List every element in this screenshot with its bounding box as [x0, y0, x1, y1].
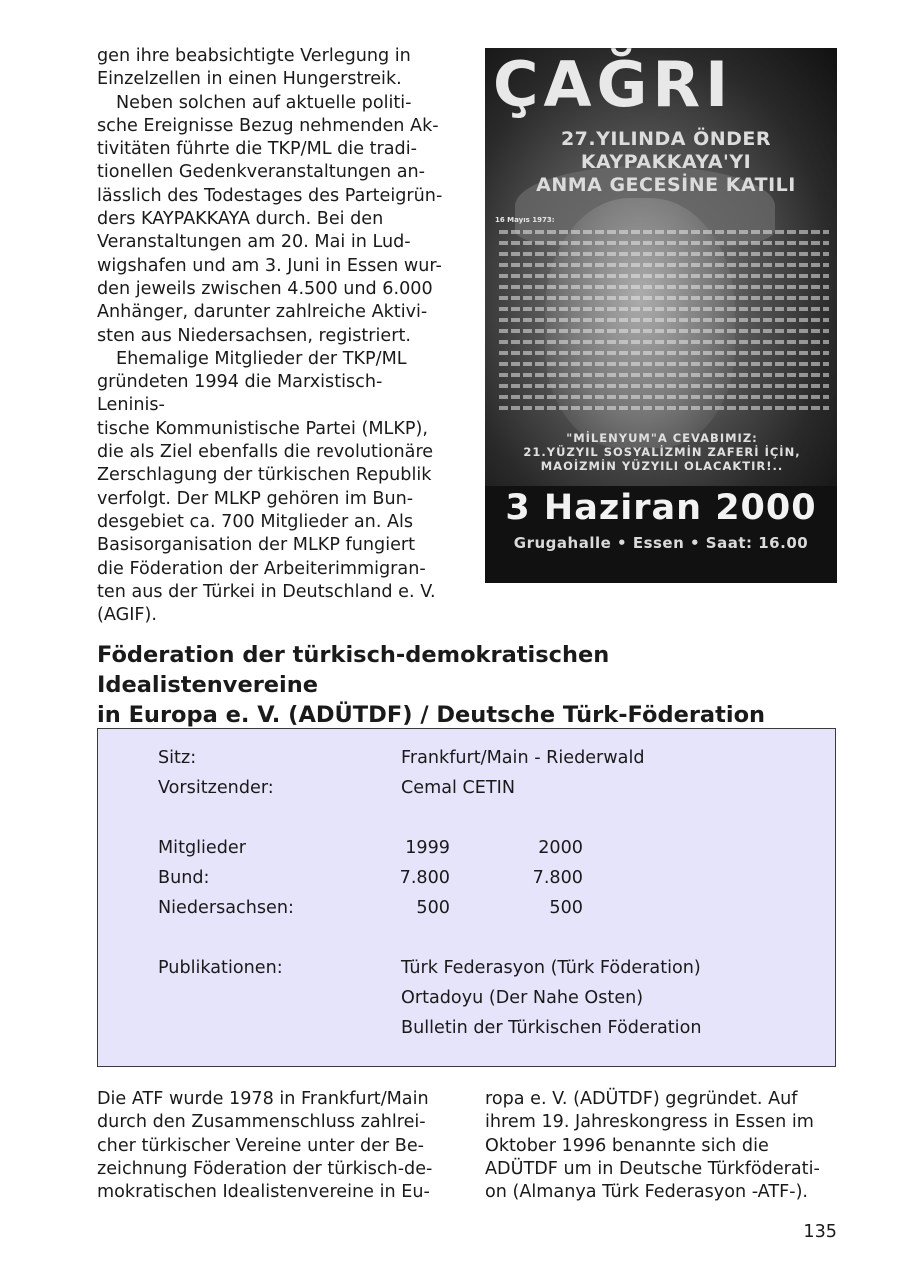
paragraph-gedenkveranstaltungen: Neben solchen auf aktuelle politi- sche Ereignisse Bezug nehmenden Ak- tivitäten führte die TKP/ML die tradi- tionellen Gedenkveranstaltungen an- lässlich des Todestages des Parteigrün- ders KAYPAKKAYA durch. Bei den Veranstaltungen am 20. Mai in Lud- wigshafen und am 3. Juni in Essen wur- den jeweils zwischen 4.500 und 6.000 Anhänger, darunter zahlreiche Aktivi- sten aus Niedersachsen, registriert. — [97, 92, 443, 346]
poster-subtitle-line-2: KAYPAKKAYA'YI — [580, 151, 752, 173]
page-number: 135 — [803, 1222, 837, 1242]
poster-slogan — [497, 431, 827, 473]
poster-fine-print — [499, 230, 829, 417]
publikationen-label: Publikationen: — [158, 958, 283, 978]
bund-2000-value: 7.800 — [532, 868, 583, 888]
poster-event-date: 3 Haziran 2000 — [505, 488, 817, 528]
poster-subtitle-line-3: ANMA GECESİNE KATILI — [536, 174, 796, 196]
poster-slogan-line-3: MAOİZMİN YÜZYILI OLACAKTIR!.. — [540, 459, 784, 473]
poster-subtitle-line-1: 27.YILINDA ÖNDER — [560, 128, 772, 150]
sitz-label: Sitz: — [158, 748, 197, 768]
publication-1: Türk Federasyon (Türk Föderation) — [401, 958, 701, 978]
bund-1999-value: 7.800 — [399, 868, 450, 888]
paragraph-atf-renaming: ropa e. V. (ADÜTDF) gegründet. Auf ihrem 19. Jahreskongress in Essen im Oktober 1996 benannte sich die ADÜTDF um in Deutsche Türkföderati- on (Almanya Türk Federasyon -ATF-). — [485, 1089, 820, 1203]
poster-venue: Grugahalle • Essen • Saat: 16.00 — [513, 534, 809, 552]
bottom-right-column — [485, 1088, 835, 1204]
section-heading-line-1: Föderation der türkisch-demokratischen Idealistenvereine — [97, 642, 610, 698]
year-1999-header: 1999 — [405, 838, 450, 858]
event-poster — [485, 48, 837, 583]
niedersachsen-label: Niedersachsen: — [158, 898, 294, 918]
poster-title: ÇAĞRI — [493, 48, 734, 121]
poster-slogan-line-2: 21.YÜZYIL SOSYALİZMİN ZAFERİ İÇİN, — [523, 445, 801, 459]
poster-small-date: 16 Mayıs 1973: — [495, 216, 555, 224]
sitz-value: Frankfurt/Main - Riederwald — [401, 748, 645, 768]
niedersachsen-2000-value: 500 — [549, 898, 583, 918]
bottom-left-column — [97, 1088, 447, 1204]
mitglieder-label: Mitglieder — [158, 838, 246, 858]
organization-info-box — [97, 728, 836, 1067]
vorsitzender-value: Cemal CETIN — [401, 778, 516, 798]
vorsitzender-label: Vorsitzender: — [158, 778, 274, 798]
paragraph-mlkp: Ehemalige Mitglieder der TKP/ML gründeten 1994 die Marxistisch-Leninis- tische Kommunistische Partei (MLKP), die als Ziel ebenfalls die revolutionäre Zerschlagung der türkischen Republik verfolgt. Der MLKP gehören im Bun- desgebiet ca. 700 Mitglieder an. Als Basisorganisation der MLKP fungiert die Föderation der Arbeiterimmigran- ten aus der Türkei in Deutschland e. V. (AGIF). — [97, 348, 436, 626]
poster-subtitle — [499, 128, 833, 197]
publication-3: Bulletin der Türkischen Föderation — [401, 1018, 702, 1038]
poster-slogan-line-1: "MİLENYUM"A CEVABIMIZ: — [566, 431, 758, 445]
publication-2: Ortadoyu (Der Nahe Osten) — [401, 988, 644, 1008]
bund-label: Bund: — [158, 868, 210, 888]
paragraph-hungerstreik: gen ihre beabsichtigte Verlegung in Einzelzellen in einen Hungerstreik. — [97, 46, 411, 90]
section-heading-line-2: in Europa e. V. (ADÜTDF) / Deutsche Türk-Föderation — [97, 702, 766, 728]
year-2000-header: 2000 — [538, 838, 583, 858]
left-text-column — [97, 45, 447, 627]
niedersachsen-1999-value: 500 — [416, 898, 450, 918]
paragraph-atf-founding: Die ATF wurde 1978 in Frankfurt/Main durch den Zusammenschluss zahlrei- cher türkischer Vereine unter der Be- zeichnung Föderation der türkisch-de- mokratischen Idealistenvereine in Eu- — [97, 1089, 433, 1203]
